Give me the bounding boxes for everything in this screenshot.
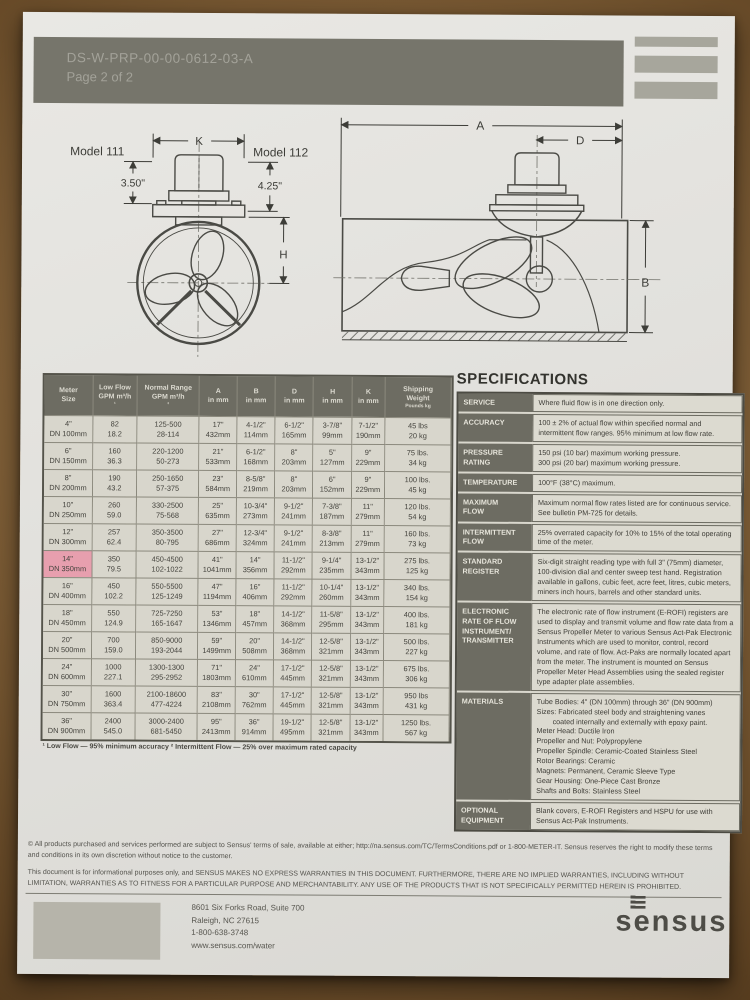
table-cell: 257 62.4: [92, 523, 136, 550]
table-cell: 83" 2108mm: [198, 686, 236, 713]
side-view-drawing: [333, 134, 662, 342]
table-cell: 11" 279mm: [351, 525, 385, 552]
spec-row: [458, 413, 742, 443]
table-cell: 9-1/2" 241mm: [275, 524, 313, 551]
address-line: www.sensus.com/water: [191, 940, 275, 950]
dim-b-label: B: [641, 275, 650, 290]
table-cell: 30" DN 750mm: [43, 685, 92, 712]
table-cell: 75 lbs. 34 kg: [385, 444, 451, 471]
footer-gray-block: [33, 902, 160, 960]
table-cell: 36" 914mm: [235, 713, 273, 740]
table-row: [43, 712, 450, 741]
table-cell: 14-1/2" 368mm: [274, 605, 312, 632]
table-cell: 11-1/2" 292mm: [274, 578, 312, 605]
spec-rows: [456, 394, 743, 832]
legal-text: [28, 840, 720, 900]
table-cell: 330-2500 75-568: [137, 497, 200, 524]
table-cell: 8" 203mm: [275, 470, 313, 497]
table-row: [43, 550, 450, 579]
table-cell: 13-1/2" 343mm: [351, 633, 385, 660]
spec-row: [457, 553, 741, 602]
dims-col-header: Meter Size: [44, 375, 93, 415]
table-cell: 11-1/2" 292mm: [275, 551, 313, 578]
table-cell: 450-4500 102-1022: [136, 551, 199, 578]
table-cell: 21" 533mm: [200, 443, 238, 470]
spec-value: Where fluid flow is in one direction only.: [533, 394, 743, 413]
table-cell: 10-1/4" 260mm: [313, 579, 351, 606]
spec-label: ELECTRONIC RATE OF FLOW INSTRUMENT/ TRANSMITTER: [457, 603, 532, 691]
spec-row: [456, 801, 740, 831]
table-cell: 14" 356mm: [236, 551, 274, 578]
table-cell: 27" 686mm: [199, 524, 237, 551]
table-cell: 13-1/2" 343mm: [350, 687, 384, 714]
table-cell: 53" 1346mm: [199, 605, 237, 632]
dim-350-label: 3.50": [120, 177, 146, 190]
table-cell: 12-3/4" 324mm: [237, 524, 275, 551]
table-cell: 10-3/4" 273mm: [237, 497, 275, 524]
table-cell: 19-1/2" 495mm: [274, 713, 312, 740]
table-cell: 190 43.2: [93, 469, 137, 496]
table-cell: 95" 2413mm: [198, 713, 236, 740]
address-line: 1-800-638-3748: [191, 927, 249, 938]
dim-425-label: 4.25": [257, 180, 283, 193]
legal-paragraph: This document is for informational purposes only, and SENSUS MAKES NO EXPRESS WARRANTIES IN THIS DOCUMENT. FURTHERMORE, THERE ARE NO IMPLIED WARRANTIES, INCLUDING WITHOUT LIMITATION, WARRANTIES AS TO FITNESS FOR A PARTICULAR PURPOSE AND MERCHANTABILITY. ANY USE OF THE PRODUCTS THAT IS NOT SPECIFICALLY PERMITTED HEREIN IS PROHIBITED.: [27, 868, 684, 891]
table-cell: 700 159.0: [92, 631, 136, 658]
dims-col-header: H in mm: [314, 377, 352, 417]
table-cell: 45 lbs 20 kg: [385, 417, 451, 444]
spec-row: [458, 523, 742, 553]
model-112-label: Model 112: [253, 145, 309, 160]
table-cell: 23" 584mm: [199, 470, 237, 497]
sensus-logo: [582, 895, 727, 952]
table-cell: 20" DN 500mm: [43, 631, 92, 658]
dims-col-header: Normal Range GPM m³/h ²: [137, 376, 200, 416]
table-row: [44, 415, 451, 444]
table-cell: 24" 610mm: [236, 659, 274, 686]
table-cell: 12-5/8" 321mm: [312, 660, 350, 687]
table-cell: 160 lbs. 73 kg: [385, 525, 451, 552]
header-band: [33, 37, 623, 107]
sensus-logo-bars-icon: [634, 37, 717, 109]
table-cell: 17" 432mm: [200, 416, 238, 443]
address-line: Raleigh, NC 27615: [191, 915, 260, 925]
table-cell: 260 59.0: [93, 496, 137, 523]
dim-d-label: D: [575, 135, 585, 148]
table-cell: 675 lbs. 306 kg: [384, 660, 450, 687]
table-cell: 36" DN 900mm: [43, 712, 92, 739]
spec-row: [458, 493, 742, 523]
table-cell: 100 lbs. 45 kg: [385, 471, 451, 498]
spec-row: [456, 692, 741, 801]
table-cell: 9-1/2" 241mm: [275, 497, 313, 524]
table-cell: 4-1/2" 114mm: [237, 416, 275, 443]
spec-value: 100 ± 2% of actual flow within specified normal and intermittent flow ranges. 95% minimum at low flow rate.: [532, 414, 742, 443]
table-cell: 125-500 28-114: [137, 416, 200, 443]
table-cell: 18" DN 450mm: [43, 604, 92, 631]
table-cell: 550 124.9: [92, 604, 136, 631]
spec-value: 150 psi (10 bar) maximum working pressure. 300 psi (20 bar) maximum working pressure.: [532, 444, 742, 473]
spec-row: [458, 473, 742, 493]
table-cell: 2100-18600 477-4224: [135, 686, 198, 713]
table-cell: 2400 545.0: [91, 712, 135, 739]
table-cell: 14-1/2" 368mm: [274, 632, 312, 659]
table-cell: 400 lbs. 181 kg: [384, 606, 450, 633]
table-cell: 8-3/8" 213mm: [313, 525, 351, 552]
front-view-drawing: [127, 140, 270, 357]
spec-label: MAXIMUM FLOW: [458, 493, 532, 521]
table-cell: 12-5/8" 321mm: [312, 633, 350, 660]
table-row: [43, 631, 450, 660]
model-111-label: Model 111: [70, 144, 125, 159]
table-cell: 41" 1041mm: [199, 551, 237, 578]
table-cell: 450 102.2: [92, 577, 136, 604]
table-cell: 9-1/4" 235mm: [313, 552, 351, 579]
table-cell: 340 lbs. 154 kg: [384, 579, 450, 606]
table-cell: 13-1/2" 343mm: [350, 714, 384, 741]
side-view-dimensions: [340, 118, 654, 333]
table-cell: 13-1/2" 343mm: [351, 579, 385, 606]
table-cell: 725-7250 165-1647: [136, 605, 199, 632]
address-line: 8601 Six Forks Road, Suite 700: [191, 902, 305, 913]
document-number: DS-W-PRP-00-00-0612-03-A: [66, 50, 254, 67]
table-cell: 8-5/8" 219mm: [237, 470, 275, 497]
table-cell: 160 36.3: [93, 442, 137, 469]
dim-a-label: A: [476, 118, 485, 133]
table-row: [44, 442, 451, 471]
spec-value: The electronic rate of flow instrument (E-ROFI) registers are used to display and transmit volume and flow rate data from a Sensus Propeller Meter to various Sensus Act-Pak Electronic Instruments which are used to monitor, control, record volume, and rate of flow. Act-Paks are normally located apart from the meter. The instrument is mounted on Sensus Propeller Meter Head Assemblies using the sealed register type adapter plate assemblies.: [531, 603, 742, 692]
spec-row: [459, 394, 743, 414]
table-cell: 13-1/2" 343mm: [351, 606, 385, 633]
table-cell: 4" DN 100mm: [44, 415, 93, 442]
table-cell: 47" 1194mm: [199, 578, 237, 605]
table-cell: 3000-2400 681-5450: [135, 713, 198, 740]
table-row: [44, 469, 451, 498]
spec-value: Blank covers, E-ROFI Registers and HSPU for use with Sensus Act-Pak Instruments.: [530, 802, 740, 831]
table-cell: 12-5/8" 321mm: [312, 687, 350, 714]
table-cell: 6" 152mm: [313, 471, 351, 498]
dims-col-header: A in mm: [200, 376, 238, 416]
table-cell: 12-5/8" 321mm: [312, 714, 350, 741]
spec-value: Tube Bodies: 4" (DN 100mm) through 36" (DN 900mm) Sizes: Fabricated steel body and straightening vanes coated internally and externally with epoxy paint. Meter Head: Ductile Iron Propeller and Nut: Polypropylene Propeller Spindle: Ceramic-Coated Stainless Steel Rotor Bearings: Ceramic Magnets: Permanent, Ceramic Sleeve Type Gear Housing: One-Piece Cast Bronze Shafts and Bolts: Stainless Steel: [530, 693, 741, 802]
table-cell: 16" DN 400mm: [43, 577, 92, 604]
table-cell: 220-1200 50-273: [137, 443, 200, 470]
meter-drawings: [21, 112, 735, 368]
table-row: [43, 577, 450, 606]
table-cell: 6" DN 150mm: [44, 442, 93, 469]
highlighted-table-cell: 14" DN 350mm: [43, 550, 92, 577]
spec-row: [458, 443, 742, 473]
table-cell: 250-1650 57-375: [137, 470, 200, 497]
specifications-table: [454, 391, 745, 833]
table-cell: 500 lbs. 227 kg: [384, 633, 450, 660]
footer-address: [191, 902, 304, 953]
table-cell: 11" 279mm: [351, 498, 385, 525]
table-row: [43, 604, 450, 633]
table-cell: 275 lbs. 125 kg: [384, 552, 450, 579]
table-cell: 20" 508mm: [236, 632, 274, 659]
table-cell: 7-1/2" 190mm: [352, 417, 386, 444]
table-cell: 71" 1803mm: [198, 659, 236, 686]
dims-col-header: Shipping Weight Pounds kg: [385, 377, 451, 417]
dims-header-row: [44, 375, 451, 417]
spec-label: OPTIONAL EQUIPMENT: [456, 801, 530, 829]
table-cell: 24" DN 600mm: [43, 658, 92, 685]
table-cell: 18" 457mm: [236, 605, 274, 632]
table-cell: 950 lbs 431 kg: [384, 687, 450, 714]
table-cell: 30" 762mm: [236, 686, 274, 713]
table-cell: 350 79.5: [92, 550, 136, 577]
table-cell: 17-1/2" 445mm: [274, 659, 312, 686]
spec-label: SERVICE: [459, 394, 533, 412]
table-cell: 8" DN 200mm: [44, 469, 93, 496]
spec-label: INTERMITTENT FLOW: [458, 523, 532, 551]
specifications-title: SPECIFICATIONS: [456, 370, 589, 389]
dims-col-header: B in mm: [237, 376, 275, 416]
table-cell: 550-5500 125-1249: [136, 578, 199, 605]
dims-col-header: D in mm: [276, 376, 314, 416]
table-row: [44, 523, 451, 552]
dims-col-header: K in mm: [352, 377, 386, 417]
table-cell: 16" 406mm: [236, 578, 274, 605]
table-cell: 6-1/2" 168mm: [237, 443, 275, 470]
table-cell: 9" 229mm: [352, 471, 386, 498]
table-cell: 9" 229mm: [352, 444, 386, 471]
dims-col-header: Low Flow GPM m³/h ¹: [93, 375, 137, 415]
table-row: [43, 685, 450, 714]
table-cell: 350-3500 80-795: [136, 524, 199, 551]
spec-value: 100°F (38°C) maximum.: [532, 474, 742, 493]
table-cell: 6-1/2" 165mm: [275, 416, 313, 443]
spec-label: ACCURACY: [458, 413, 532, 441]
spec-label: TEMPERATURE: [458, 473, 532, 491]
dims-body: [43, 415, 452, 741]
legal-paragraph: © All products purchased and services performed are subject to Sensus' terms of sale, available at either; http://na.sensus.com/TC/TermsConditions.pdf or 1-800-METER-IT. Sensus reserves the right to modify these terms and conditions in its own discretion without notice to the customer.: [27, 840, 713, 860]
table-cell: 3-7/8" 99mm: [314, 417, 352, 444]
table-cell: 850-9000 193-2044: [136, 632, 199, 659]
spec-value: Maximum normal flow rates listed are for continuous service. See bulletin PM-725 for details.: [532, 494, 742, 523]
spec-value: Six-digit straight reading type with full 3" (75mm) diameter, 100-division dial and center sweep test hand. Registration available in gallons, cubic feet, acre feet, litres, cubic meters, miners inch hours, barrels and other standard units.: [531, 553, 741, 602]
table-cell: 25" 635mm: [199, 497, 237, 524]
table-cell: 8" 203mm: [275, 443, 313, 470]
table-cell: 1250 lbs. 567 kg: [383, 714, 449, 741]
dimensions-table: [40, 373, 453, 744]
spec-label: STANDARD REGISTER: [457, 553, 531, 601]
table-cell: 59" 1499mm: [198, 632, 236, 659]
table-cell: 1600 363.4: [91, 685, 135, 712]
page-indicator: Page 2 of 2: [66, 69, 134, 85]
spec-label: PRESSURE RATING: [458, 443, 532, 471]
table-cell: 7-3/8" 187mm: [313, 498, 351, 525]
table-row: [43, 658, 450, 687]
datasheet-page: [17, 12, 735, 978]
table-cell: 10" DN 250mm: [44, 496, 93, 523]
table-cell: 82 18.2: [93, 415, 137, 442]
table-cell: 11-5/8" 295mm: [313, 606, 351, 633]
table-cell: 13-1/2" 343mm: [351, 552, 385, 579]
table-cell: 120 lbs. 54 kg: [385, 498, 451, 525]
spec-value: 25% overrated capacity for 10% to 15% of the total operating time of the meter.: [532, 523, 742, 552]
table-row: [44, 496, 451, 525]
sensus-wordmark: sensus: [615, 905, 728, 939]
table-footnote: ¹ Low Flow — 95% minimum accuracy ² Intermittent Flow — 25% over maximum rated capacity: [42, 742, 357, 752]
table-cell: 12" DN 300mm: [44, 523, 93, 550]
spec-label: MATERIALS: [456, 692, 531, 800]
table-cell: 1000 227.1: [92, 658, 136, 685]
technical-diagrams: [21, 112, 735, 368]
dim-k-label: K: [195, 135, 204, 148]
table-cell: 1300-1300 295-2952: [136, 659, 199, 686]
table-cell: 13-1/2" 343mm: [350, 660, 384, 687]
dim-h-label: H: [279, 249, 288, 262]
table-cell: 17-1/2" 445mm: [274, 686, 312, 713]
spec-row: [457, 603, 742, 692]
table-cell: 5" 127mm: [314, 444, 352, 471]
